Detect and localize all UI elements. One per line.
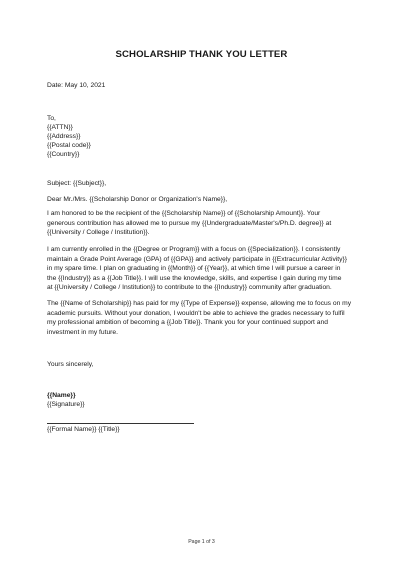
paragraph-line: investment in my future. (47, 328, 118, 336)
recipient-to: To, (47, 115, 56, 122)
paragraph-line: my professional ambition of becoming a {{Job Title}}. Thank you for your continued support and (47, 319, 328, 326)
paragraph-line: The {{Name of Scholarship}} has paid for my {{Type of Expense}} expense, allowing me to focus on my (47, 300, 352, 307)
sender-name: {{Name}} (47, 392, 76, 399)
paragraph-line: the {{Industry}} as a {{Job Title}}. I will use the knowledge, skills, and expertise I gain during my time (47, 274, 342, 282)
paragraph-line: {{University / College / Institution}}. (47, 229, 150, 236)
salutation: Dear Mr./Mrs. {{Scholarship Donor or Organization's Name}}, (47, 196, 228, 203)
signature-line (47, 423, 194, 424)
recipient-country: {{Country}} (47, 151, 80, 158)
paragraph-line: I am honored to be the recipient of the {{Scholarship Name}} of {{Scholarship Amount}}. Your (47, 210, 321, 217)
body-paragraph-3 (47, 299, 365, 337)
paragraph-line: academic pursuits. Without your donation, I wouldn't be able to achieve the grades necessary to fulfil (47, 309, 345, 317)
recipient-postal-code: {{Postal code}} (47, 142, 91, 149)
date-line: Date: May 10, 2021 (47, 82, 106, 89)
signature: {{Signature}} (47, 401, 85, 408)
paragraph-line: at {{University / College / Institution}} to contribute to the {{Industry}} community after graduation. (47, 284, 332, 291)
page-number: Page 1 of 3 (188, 539, 215, 545)
body-paragraph-1 (47, 209, 365, 238)
formal-name-title: {{Formal Name}} {{Title}} (47, 426, 120, 433)
recipient-attn: {{ATTN}} (47, 124, 73, 131)
closing: Yours sincerely, (47, 361, 94, 368)
recipient-address: {{Address}} (47, 133, 81, 140)
paragraph-line: generous contribution has allowed me to pursue my {{Undergraduate/Master's/Ph.D. degree}} at (47, 219, 332, 227)
paragraph-line: maintain a Grade Point Average (GPA) of {{GPA}} and actively participate in {{Extracurricular Activity}} (47, 255, 347, 263)
paragraph-line: I am currently enrolled in the {{Degree or Program}} with a focus on {{Specialization}}. I consistently (47, 246, 341, 253)
body-paragraph-2 (47, 245, 365, 293)
paragraph-line: in my spare time. I plan on graduating in {{Month}} of {{Year}}, at which time I will pursue a career in (47, 265, 341, 272)
letter-title: SCHOLARSHIP THANK YOU LETTER (115, 49, 288, 60)
subject-line: Subject: {{Subject}}, (47, 180, 107, 187)
